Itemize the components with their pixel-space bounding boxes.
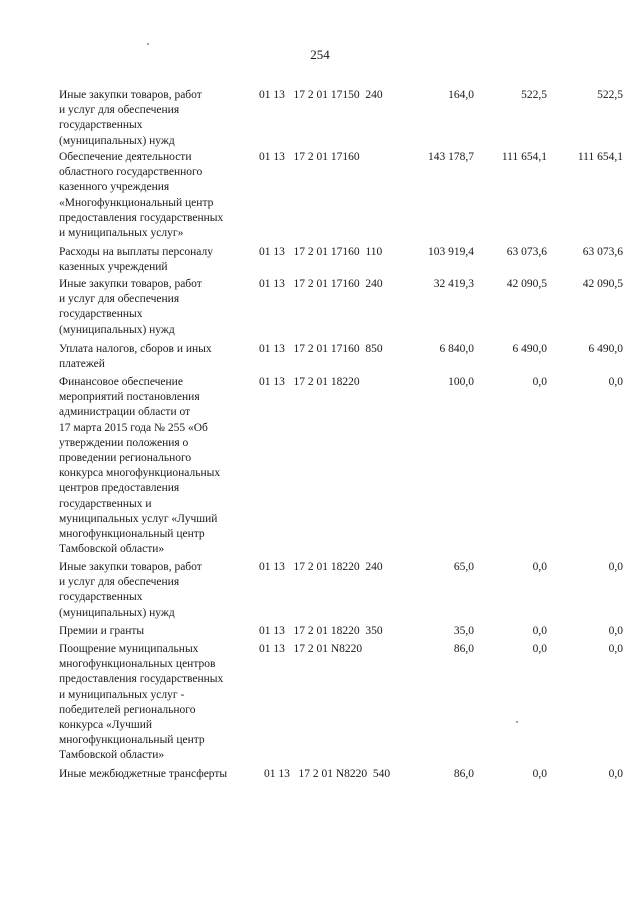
row-name: Финансовое обеспечение мероприятий постановления администрации области от 17 марта 2015 года № 255 «Об утверждении положения о проведении регионального конкурса многофункциональных центров предоставления государственных и муниципальных услуг «Лучший многофункциональный центр Тамбовской области» bbox=[59, 376, 221, 556]
row-value-1: 86,0 bbox=[453, 768, 474, 780]
row-name: Иные закупки товаров, работ и услуг для обеспечения государственных (муниципальных) нужд bbox=[59, 561, 202, 619]
page-number: 254 bbox=[310, 47, 330, 62]
row-name: Иные закупки товаров, работ и услуг для обеспечения государственных (муниципальных) нужд bbox=[59, 278, 202, 336]
row-code: 01 13 17 2 01 N8220 540 bbox=[264, 768, 391, 780]
row-value-2: 6 490,0 bbox=[512, 343, 547, 355]
row-value-3: 6 490,0 bbox=[588, 343, 623, 355]
scan-speck bbox=[516, 721, 518, 723]
row-code: 01 13 17 2 01 17150 240 bbox=[259, 89, 383, 101]
row-value-3: 0,0 bbox=[608, 376, 623, 388]
row-value-2: 0,0 bbox=[532, 768, 547, 780]
row-code: 01 13 17 2 01 17160 bbox=[259, 151, 360, 163]
row-value-2: 63 073,6 bbox=[506, 246, 547, 258]
row-name: Премии и гранты bbox=[59, 625, 145, 637]
row-value-3: 0,0 bbox=[608, 561, 623, 573]
row-code: 01 13 17 2 01 N8220 bbox=[259, 643, 363, 655]
row-value-1: 32 419,3 bbox=[433, 278, 474, 290]
row-value-2: 0,0 bbox=[532, 643, 547, 655]
row-value-2: 42 090,5 bbox=[506, 278, 547, 290]
row-value-1: 143 178,7 bbox=[428, 151, 474, 163]
row-name: Обеспечение деятельности областного государственного казенного учреждения «Многофункциональный центр предоставления государственных и муниципальных услуг» bbox=[59, 151, 224, 240]
row-value-1: 103 919,4 bbox=[428, 246, 474, 258]
row-code: 01 13 17 2 01 17160 110 bbox=[259, 246, 383, 258]
row-value-2: 0,0 bbox=[532, 376, 547, 388]
row-value-1: 86,0 bbox=[453, 643, 474, 655]
row-value-2: 111 654,1 bbox=[501, 151, 547, 163]
row-value-1: 100,0 bbox=[448, 376, 474, 388]
row-value-3: 42 090,5 bbox=[582, 278, 623, 290]
row-name: Иные закупки товаров, работ и услуг для обеспечения государственных (муниципальных) нужд bbox=[59, 89, 202, 147]
row-value-3: 0,0 bbox=[608, 643, 623, 655]
row-code: 01 13 17 2 01 18220 240 bbox=[259, 561, 383, 573]
row-value-1: 164,0 bbox=[448, 89, 474, 101]
row-value-1: 6 840,0 bbox=[439, 343, 474, 355]
row-value-2: 0,0 bbox=[532, 561, 547, 573]
row-value-2: 0,0 bbox=[532, 625, 547, 637]
row-value-1: 35,0 bbox=[453, 625, 474, 637]
row-value-3: 63 073,6 bbox=[582, 246, 623, 258]
row-name: Расходы на выплаты персоналу казенных учреждений bbox=[59, 246, 213, 274]
row-value-3: 522,5 bbox=[597, 89, 623, 101]
row-name: Иные межбюджетные трансферты bbox=[59, 768, 228, 780]
row-value-3: 0,0 bbox=[608, 768, 623, 780]
row-code: 01 13 17 2 01 18220 350 bbox=[259, 625, 383, 637]
row-value-3: 111 654,1 bbox=[577, 151, 623, 163]
row-value-3: 0,0 bbox=[608, 625, 623, 637]
row-value-1: 65,0 bbox=[453, 561, 474, 573]
row-name: Поощрение муниципальных многофункциональных центров предоставления государственных и муниципальных услуг - победителей регионального конкурса «Лучший многофункциональный центр Тамбовской области» bbox=[59, 643, 224, 762]
row-name: Уплата налогов, сборов и иных платежей bbox=[59, 343, 212, 371]
row-code: 01 13 17 2 01 17160 240 bbox=[259, 278, 383, 290]
scan-speck bbox=[147, 43, 149, 45]
row-value-2: 522,5 bbox=[521, 89, 547, 101]
row-code: 01 13 17 2 01 17160 850 bbox=[259, 343, 383, 355]
row-code: 01 13 17 2 01 18220 bbox=[259, 376, 360, 388]
